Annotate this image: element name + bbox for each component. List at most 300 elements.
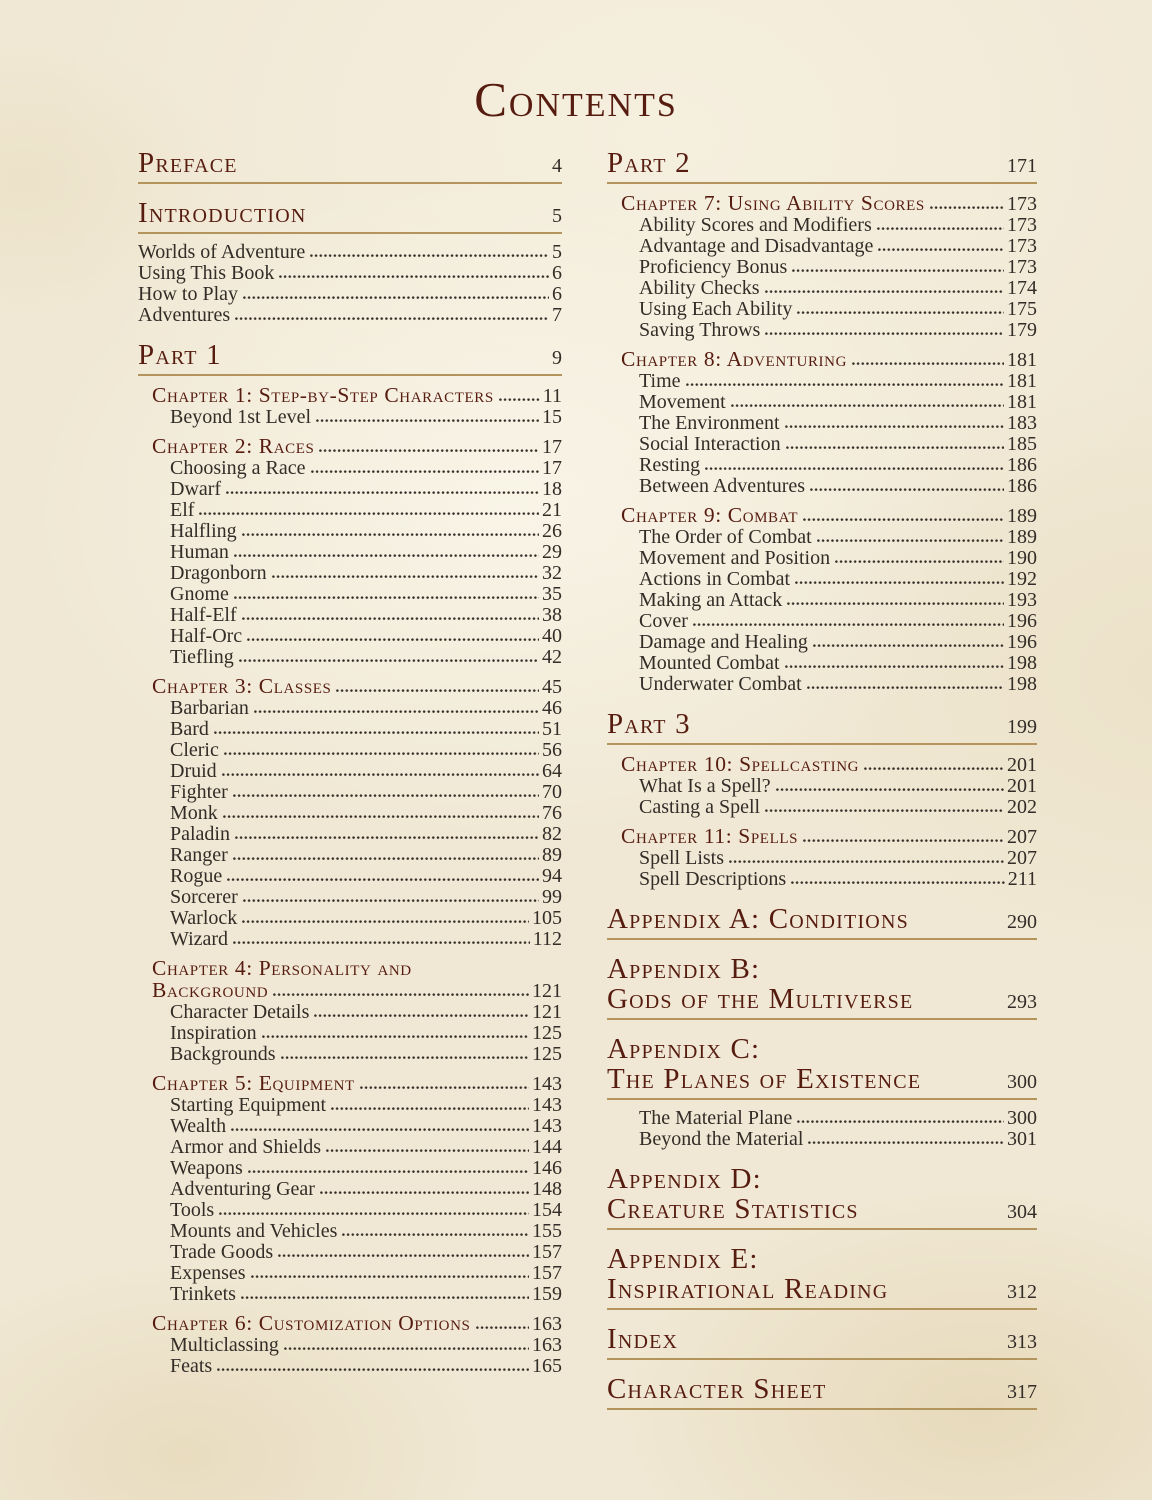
page-title: Contents <box>474 72 678 127</box>
toc-entry <box>138 479 562 500</box>
entry-title: What Is a Spell? <box>639 775 771 797</box>
chapter-title-line <box>152 1072 562 1095</box>
entry-title: Human <box>170 541 229 563</box>
section-title: Appendix D: <box>607 1163 762 1195</box>
entry-title: Fighter <box>170 781 228 803</box>
toc-chapter <box>138 384 562 407</box>
entry-title: Barbarian <box>170 697 249 719</box>
entry-line <box>639 869 1037 890</box>
toc-entry <box>607 569 1037 590</box>
dot-leader <box>248 1170 529 1174</box>
entry-title: Rogue <box>170 865 223 887</box>
toc-entry <box>607 611 1037 632</box>
toc-chapter <box>138 675 562 698</box>
toc-entry <box>138 1335 562 1356</box>
dot-leader <box>234 596 539 600</box>
dot-leader <box>247 638 539 642</box>
entry-line <box>170 887 562 908</box>
entry-line <box>170 458 562 479</box>
entry-title: Armor and Shields <box>170 1136 322 1158</box>
entry-title: Expenses <box>170 1262 246 1284</box>
page-number: 112 <box>532 928 562 950</box>
page-number: 56 <box>542 739 562 761</box>
toc-entry <box>607 320 1037 341</box>
section-title: Appendix E: <box>607 1243 759 1275</box>
dot-leader <box>693 623 1004 627</box>
section-heading-line <box>138 148 562 178</box>
entry-line <box>138 263 562 284</box>
entry-title: Underwater Combat <box>639 673 802 695</box>
entry-title: The Order of Combat <box>639 526 812 548</box>
section-page-number: 5 <box>552 205 562 227</box>
entry-line <box>170 824 562 845</box>
dot-leader <box>930 206 1004 210</box>
section-page-number: 290 <box>1007 911 1037 933</box>
section-page-number: 300 <box>1007 1071 1037 1093</box>
page-number: 89 <box>542 844 562 866</box>
entry-line <box>170 698 562 719</box>
entry-line <box>170 647 562 668</box>
chapter-title: Chapter 2: Races <box>152 434 315 458</box>
section-title: Part 3 <box>607 708 691 740</box>
page-number: 179 <box>1007 319 1037 341</box>
chapter-title-line2: Background <box>152 978 269 1002</box>
entry-line <box>639 434 1037 455</box>
chapter-title-line <box>621 192 1037 215</box>
page-number: 17 <box>542 457 562 479</box>
toc-entry <box>138 407 562 428</box>
toc-entry <box>138 1263 562 1284</box>
dot-leader <box>765 809 1004 813</box>
section-title: Part 1 <box>138 339 222 371</box>
dot-leader <box>795 581 1004 585</box>
toc-chapter <box>607 348 1037 371</box>
section-heading-line <box>607 709 1037 739</box>
toc-section <box>607 1164 1037 1230</box>
entry-line <box>639 776 1037 797</box>
page-number: 35 <box>542 583 562 605</box>
toc-column-left <box>138 148 562 1377</box>
dot-leader <box>214 731 539 735</box>
section-title-line2: Creature Statistics <box>607 1193 859 1225</box>
toc-entry <box>607 278 1037 299</box>
toc-entry <box>138 647 562 668</box>
entry-line <box>170 1095 562 1116</box>
section-heading-line <box>607 954 1037 984</box>
entry-line <box>170 761 562 782</box>
entry-line <box>170 626 562 647</box>
entry-line <box>170 500 562 521</box>
entry-title: Halfling <box>170 520 237 542</box>
chapter-title-line <box>152 979 562 1002</box>
toc-chapter <box>607 504 1037 527</box>
entry-line <box>170 740 562 761</box>
entry-line <box>170 1116 562 1137</box>
toc-chapter <box>138 1312 562 1335</box>
dot-leader <box>705 467 1004 471</box>
dot-leader <box>878 248 1004 252</box>
entry-line <box>639 548 1037 569</box>
section-page-number: 4 <box>552 155 562 177</box>
entry-title: Cover <box>639 610 688 632</box>
entry-title: Mounted Combat <box>639 652 780 674</box>
dot-leader <box>797 311 1004 315</box>
page-number: 46 <box>542 697 562 719</box>
page-number: 154 <box>532 1199 562 1221</box>
dot-leader <box>320 1191 529 1195</box>
toc-entry <box>138 1002 562 1023</box>
toc-entry <box>138 698 562 719</box>
toc-entry <box>607 848 1037 869</box>
toc-section <box>607 954 1037 1020</box>
section-page-number: 293 <box>1007 991 1037 1013</box>
entry-title: Spell Lists <box>639 847 725 869</box>
page-number: 42 <box>542 646 562 668</box>
toc-entry <box>138 740 562 761</box>
dot-leader <box>336 689 539 693</box>
toc-entry <box>138 824 562 845</box>
section-heading-line <box>138 340 562 370</box>
page-number: 94 <box>542 865 562 887</box>
entry-line <box>639 632 1037 653</box>
entry-line <box>639 320 1037 341</box>
page-number: 301 <box>1007 1128 1037 1150</box>
dot-leader <box>729 860 1004 864</box>
chapter-title-line <box>152 1312 562 1335</box>
toc-entry <box>138 1023 562 1044</box>
toc-entry <box>138 1044 562 1065</box>
dot-leader <box>314 1014 529 1018</box>
entry-line <box>639 455 1037 476</box>
entry-title: Bard <box>170 718 209 740</box>
toc-entry <box>138 521 562 542</box>
page-number: 64 <box>542 760 562 782</box>
section-heading-line <box>607 984 1037 1014</box>
dot-leader <box>808 1141 1004 1145</box>
toc-entry <box>607 299 1037 320</box>
dot-leader <box>199 512 539 516</box>
section-title-line2: Gods of the Multiverse <box>607 983 914 1015</box>
toc-entry <box>607 257 1037 278</box>
toc-entry <box>138 563 562 584</box>
page-number: 121 <box>532 980 562 1002</box>
entry-title: Beyond the Material <box>639 1128 804 1150</box>
toc-entry <box>607 413 1037 434</box>
toc-section <box>607 148 1037 184</box>
entry-title: Half-Elf <box>170 604 237 626</box>
page-number: 40 <box>542 625 562 647</box>
section-heading-line <box>607 1274 1037 1304</box>
dot-leader <box>765 290 1004 294</box>
chapter-title-line <box>621 348 1037 371</box>
dot-leader <box>235 836 539 840</box>
toc-entry <box>138 500 562 521</box>
page-number: 26 <box>542 520 562 542</box>
page-number: 6 <box>552 262 562 284</box>
chapter-title-line <box>621 753 1037 776</box>
page-number: 15 <box>542 406 562 428</box>
page-number: 157 <box>532 1262 562 1284</box>
entry-title: Starting Equipment <box>170 1094 327 1116</box>
toc-entry <box>607 797 1037 818</box>
entry-line <box>639 797 1037 818</box>
section-page-number: 171 <box>1007 155 1037 177</box>
toc-entry <box>138 263 562 284</box>
page-number: 173 <box>1007 214 1037 236</box>
entry-title: Inspiration <box>170 1022 257 1044</box>
dot-leader <box>222 773 539 777</box>
entry-line <box>639 653 1037 674</box>
entry-title: Half-Orc <box>170 625 243 647</box>
entry-title: Choosing a Race <box>170 457 306 479</box>
entry-title: Cleric <box>170 739 219 761</box>
toc-entry <box>138 887 562 908</box>
section-page-number: 317 <box>1007 1381 1037 1403</box>
page-number: 159 <box>532 1283 562 1305</box>
page-number: 121 <box>532 1001 562 1023</box>
page-number: 300 <box>1007 1107 1037 1129</box>
chapter-title-line <box>152 384 562 407</box>
page-number: 189 <box>1007 505 1037 527</box>
entry-title: Tools <box>170 1199 215 1221</box>
toc-entry <box>138 1095 562 1116</box>
section-page-number: 199 <box>1007 716 1037 738</box>
section-page-number: 312 <box>1007 1281 1037 1303</box>
chapter-title: Chapter 8: Adventuring <box>621 347 848 371</box>
entry-line <box>639 611 1037 632</box>
entry-title: Beyond 1st Level <box>170 406 312 428</box>
section-page-number: 9 <box>552 347 562 369</box>
page-number: 198 <box>1007 652 1037 674</box>
dot-leader <box>217 1368 529 1372</box>
entry-line <box>138 284 562 305</box>
entry-line <box>170 1179 562 1200</box>
toc-entry <box>138 1200 562 1221</box>
entry-line <box>170 521 562 542</box>
dot-leader <box>331 1107 529 1111</box>
toc-entry <box>607 653 1037 674</box>
section-heading-line <box>607 904 1037 934</box>
page-number: 173 <box>1007 256 1037 278</box>
toc-entry <box>138 908 562 929</box>
page-number: 76 <box>542 802 562 824</box>
toc-entry <box>138 929 562 950</box>
entry-line <box>170 1221 562 1242</box>
toc-entry <box>138 761 562 782</box>
entry-title: Weapons <box>170 1157 243 1179</box>
page-number: 18 <box>542 478 562 500</box>
entry-title: Adventuring Gear <box>170 1178 315 1200</box>
entry-title: Ability Checks <box>639 277 760 299</box>
entry-line <box>639 278 1037 299</box>
dot-leader <box>316 419 539 423</box>
toc-entry <box>138 1137 562 1158</box>
entry-line <box>170 866 562 887</box>
entry-line <box>639 674 1037 695</box>
page-number: 211 <box>1007 868 1037 890</box>
page-number: 190 <box>1007 547 1037 569</box>
entry-line <box>170 1044 562 1065</box>
section-heading-line <box>607 1374 1037 1404</box>
page-number: 17 <box>542 436 562 458</box>
entry-title: Ability Scores and Modifiers <box>639 214 872 236</box>
entry-title: Sorcerer <box>170 886 238 908</box>
entry-line <box>170 407 562 428</box>
entry-title: Actions in Combat <box>639 568 791 590</box>
section-title: Appendix C: <box>607 1033 761 1065</box>
page-number: 173 <box>1007 235 1037 257</box>
dot-leader <box>360 1086 529 1090</box>
entry-title: Saving Throws <box>639 319 761 341</box>
entry-title: Trinkets <box>170 1283 236 1305</box>
toc-entry <box>607 674 1037 695</box>
dot-leader <box>235 317 549 321</box>
entry-title: Casting a Spell <box>639 796 761 818</box>
toc-entry <box>607 371 1037 392</box>
toc-entry <box>607 392 1037 413</box>
toc-section <box>607 1374 1037 1410</box>
dot-leader <box>787 602 1004 606</box>
section-heading-line <box>607 1244 1037 1274</box>
page-number: 143 <box>532 1094 562 1116</box>
page-number: 7 <box>552 304 562 326</box>
toc-entry <box>607 1129 1037 1150</box>
chapter-title: Chapter 5: Equipment <box>152 1071 355 1095</box>
section-page-number: 304 <box>1007 1201 1037 1223</box>
entry-line <box>639 476 1037 497</box>
entry-line <box>170 803 562 824</box>
toc-entry <box>138 584 562 605</box>
dot-leader <box>476 1326 530 1330</box>
dot-leader <box>852 362 1004 366</box>
dot-leader <box>243 296 549 300</box>
page-number: 144 <box>532 1136 562 1158</box>
toc-section <box>138 148 562 184</box>
toc-section <box>607 709 1037 745</box>
entry-title: Social Interaction <box>639 433 781 455</box>
entry-title: Resting <box>639 454 701 476</box>
toc-entry <box>138 803 562 824</box>
entry-line <box>170 908 562 929</box>
toc-chapter <box>138 957 562 1002</box>
section-title: Character Sheet <box>607 1373 827 1405</box>
dot-leader <box>273 993 529 997</box>
section-title: Appendix A: Conditions <box>607 903 909 935</box>
page-number: 157 <box>532 1241 562 1263</box>
page-number: 51 <box>542 718 562 740</box>
page-number: 196 <box>1007 610 1037 632</box>
entry-line <box>170 563 562 584</box>
entry-line <box>138 242 562 263</box>
entry-line <box>170 479 562 500</box>
toc-entry <box>138 1284 562 1305</box>
dot-leader <box>731 404 1004 408</box>
toc-entry <box>138 542 562 563</box>
entry-title: Elf <box>170 499 195 521</box>
entry-title: Ranger <box>170 844 228 866</box>
entry-line <box>170 542 562 563</box>
page-number: 186 <box>1007 454 1037 476</box>
page-number: 29 <box>542 541 562 563</box>
chapter-title-line <box>621 825 1037 848</box>
toc-chapter <box>607 753 1037 776</box>
dot-leader <box>877 227 1004 231</box>
entry-line <box>170 1356 562 1377</box>
entry-title: How to Play <box>138 283 238 305</box>
dot-leader <box>835 560 1004 564</box>
chapter-title: Chapter 6: Customization Options <box>152 1311 471 1335</box>
entry-line <box>170 605 562 626</box>
entry-title: Character Details <box>170 1001 310 1023</box>
entry-title: Spell Descriptions <box>639 868 787 890</box>
toc-entry <box>607 434 1037 455</box>
entry-title: Worlds of Adventure <box>138 241 306 263</box>
toc-entry <box>138 1242 562 1263</box>
entry-line <box>170 584 562 605</box>
toc-entry <box>138 1179 562 1200</box>
dot-leader <box>499 398 540 402</box>
entry-line <box>138 305 562 326</box>
toc-chapter <box>138 1072 562 1095</box>
section-heading-line <box>607 1064 1037 1094</box>
toc-section <box>607 1244 1037 1310</box>
page-number: 193 <box>1007 589 1037 611</box>
entry-title: Mounts and Vehicles <box>170 1220 338 1242</box>
page-number: 143 <box>532 1115 562 1137</box>
toc-entry <box>138 866 562 887</box>
entry-title: Advantage and Disadvantage <box>639 235 874 257</box>
entry-line <box>170 1023 562 1044</box>
section-title: Introduction <box>138 197 307 229</box>
entry-title: Monk <box>170 802 218 824</box>
entry-title: Wizard <box>170 928 229 950</box>
chapter-title-line <box>152 435 562 458</box>
dot-leader <box>817 539 1004 543</box>
dot-leader <box>233 794 539 798</box>
entry-line <box>639 371 1037 392</box>
dot-leader <box>786 446 1004 450</box>
page-number: 11 <box>542 385 562 407</box>
page-number: 125 <box>532 1022 562 1044</box>
entry-title: Backgrounds <box>170 1043 276 1065</box>
dot-leader <box>785 665 1004 669</box>
entry-line <box>639 1108 1037 1129</box>
page-number: 143 <box>532 1073 562 1095</box>
entry-title: Feats <box>170 1355 213 1377</box>
page-number: 163 <box>532 1313 562 1335</box>
section-heading-line <box>138 198 562 228</box>
section-heading-line <box>607 1164 1037 1194</box>
entry-line <box>639 527 1037 548</box>
entry-line <box>639 569 1037 590</box>
toc-entry <box>138 605 562 626</box>
toc-entry <box>607 548 1037 569</box>
entry-line <box>170 1002 562 1023</box>
toc-entry <box>607 1108 1037 1129</box>
dot-leader <box>792 269 1004 273</box>
chapter-title-line <box>152 957 562 979</box>
chapter-title: Chapter 4: Personality and <box>152 956 412 980</box>
dot-leader <box>254 710 539 714</box>
page-number: 192 <box>1007 568 1037 590</box>
toc-entry <box>138 719 562 740</box>
dot-leader <box>223 815 539 819</box>
entry-title: Dragonborn <box>170 562 267 584</box>
toc-entry <box>607 590 1037 611</box>
dot-leader <box>803 518 1004 522</box>
dot-leader <box>319 449 539 453</box>
entry-line <box>639 236 1037 257</box>
